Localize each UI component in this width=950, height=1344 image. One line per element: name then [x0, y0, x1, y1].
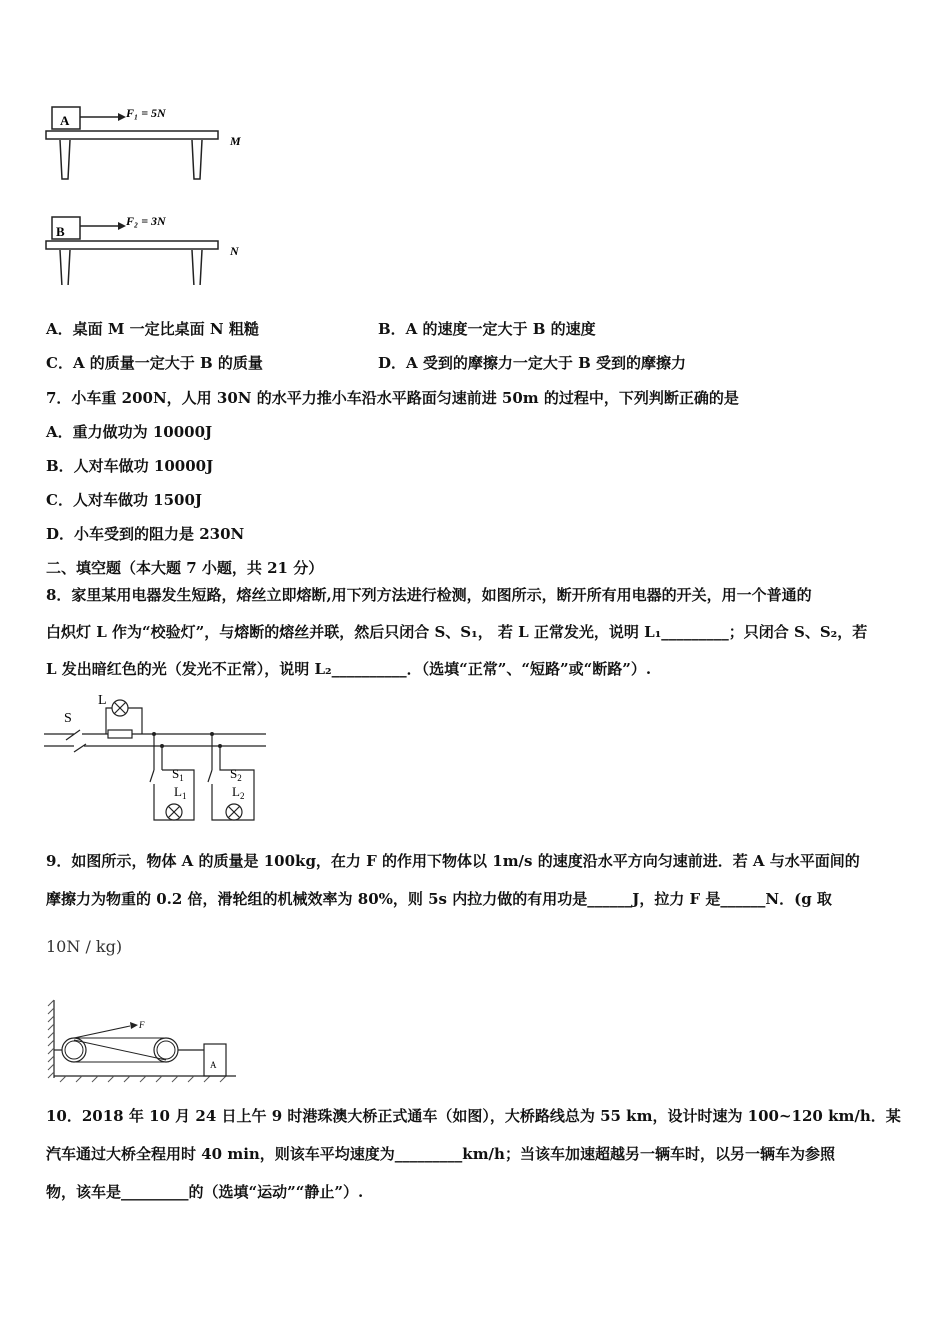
circuit-figure [44, 688, 274, 823]
q6-option-d: D．A 受到的摩擦力一定大于 B 受到的摩擦力 [378, 354, 686, 372]
force-b-label: F₂ = 3N [126, 214, 166, 228]
q8-line-3: L 发出暗红色的光（发光不正常），说明 L₂__________．（选填“正常”、“短路”或“断路”）. [46, 660, 652, 678]
table-m-top [46, 131, 218, 139]
q7-option-a: A．重力做功为 10000J [46, 423, 213, 441]
q9-line-3: 10N / kg) [46, 937, 123, 956]
block-a-label: A [210, 1060, 217, 1070]
q6-option-c: C．A 的质量一定大于 B 的质量 [46, 354, 263, 372]
q10-line-3: 物，该车是_________的（选填“运动”“静止”）. [46, 1183, 364, 1201]
table-m-label: M [230, 134, 241, 148]
q6-option-a: A．桌面 M 一定比桌面 N 粗糙 [46, 320, 259, 338]
switch-s1-label: $S_1$ [172, 766, 184, 783]
q7-option-b: B．人对车做功 10000J [46, 457, 214, 475]
block-b-label: B [56, 224, 65, 239]
fuse [108, 730, 132, 738]
lamp-l-label: L [98, 693, 107, 708]
table-n-top [46, 241, 218, 249]
lamp-l2-label: $L_2$ [232, 784, 245, 801]
q9-line-2: 摩擦力为物重的 0.2 倍，滑轮组的机械效率为 80%，则 5s 内拉力做的有用功是______J，拉力 F 是______N．(g 取 [46, 890, 832, 908]
table-n-label: N [230, 244, 239, 258]
q10-line-2: 汽车通过大桥全程用时 40 min，则该车平均速度为_________km/h；当该车加速超越另一辆车时，以另一辆车为参照 [46, 1145, 835, 1163]
force-f-label: F [139, 1020, 145, 1030]
tables-figure [40, 95, 270, 285]
q8-line-2: 白炽灯 L 作为“校验灯”，与熔断的熔丝并联，然后只闭合 S、S₁， 若 L 正常发光，说明 L₁_________；只闭合 S、S₂，若 [46, 623, 868, 641]
lamp-l1-label: $L_1$ [174, 784, 187, 801]
q7-option-d: D．小车受到的阻力是 230N [46, 525, 245, 543]
q7-option-c: C．人对车做功 1500J [46, 491, 203, 509]
switch-s-label: S [64, 711, 72, 726]
force-a-label: F₁ = 5N [126, 106, 166, 120]
pulley-figure [44, 998, 244, 1084]
q6-option-b: B．A 的速度一定大于 B 的速度 [378, 320, 596, 338]
switch-s2-label: $S_2$ [230, 766, 242, 783]
q9-line-1: 9．如图所示，物体 A 的质量是 100kg，在力 F 的作用下物体以 1m/s 的速度沿水平方向匀速前进．若 A 与水平面间的 [46, 852, 860, 870]
switch-s [66, 730, 80, 740]
section-heading: 二、填空题（本大题 7 小题，共 21 分） [46, 559, 324, 577]
block-a-label: A [60, 113, 70, 128]
q8-line-1: 8．家里某用电器发生短路，熔丝立即熔断,用下列方法进行检测，如图所示，断开所有用电器的开关，用一个普通的 [46, 586, 812, 604]
q10-line-1: 10．2018 年 10 月 24 日上午 9 时港珠澳大桥正式通车（如图），大桥路线总为 55 km，设计时速为 100~120 km/h．某 [46, 1107, 901, 1125]
force-f-arrow [74, 1026, 130, 1038]
q7-stem: 7．小车重 200N，人用 30N 的水平力推小车沿水平路面匀速前进 50m 的过程中，下列判断正确的是 [46, 389, 739, 407]
